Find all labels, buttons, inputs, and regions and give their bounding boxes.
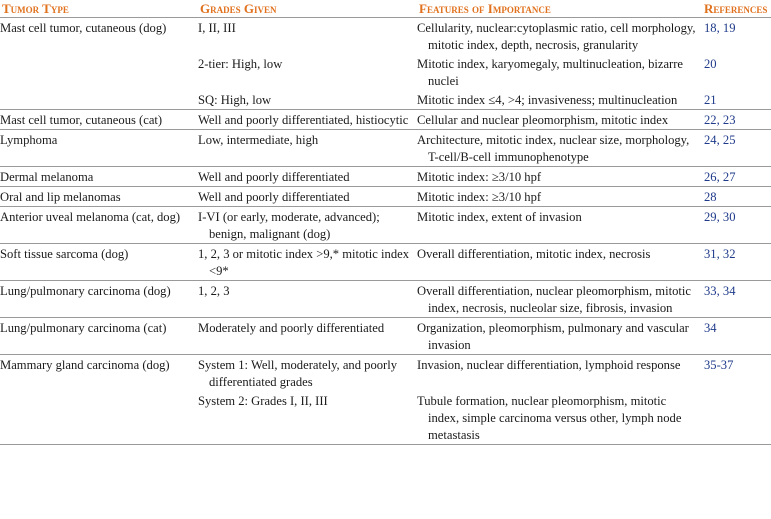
table-row	[0, 391, 771, 445]
table-row	[0, 244, 771, 281]
cell-refs: 28	[702, 187, 771, 207]
cell-refs: 29, 30	[702, 207, 771, 244]
table-row	[0, 318, 771, 355]
cell-tumor: Anterior uveal melanoma (cat, dog)	[0, 207, 198, 244]
cell-grades: System 1: Well, moderately, and poorly differentiated grades	[198, 358, 398, 389]
cell-tumor: Mast cell tumor, cutaneous (dog)	[0, 21, 167, 35]
cell-features: Invasion, nuclear differentiation, lymphoid response	[417, 358, 681, 372]
table-row	[0, 187, 771, 207]
cell-refs: 33, 34	[702, 281, 771, 318]
cell-tumor: Mammary gland carcinoma (dog)	[0, 358, 170, 372]
cell-refs	[702, 391, 771, 445]
cell-tumor	[0, 90, 198, 110]
cell-features: Cellular and nuclear pleomorphism, mitotic index	[417, 110, 702, 130]
cell-features: Cellularity, nuclear:cytoplasmic ratio, cell morphology, mitotic index, depth, necrosis, granularity	[417, 21, 696, 52]
cell-grades: Moderately and poorly differentiated	[198, 318, 417, 355]
cell-features: Mitotic index: ≥3/10 hpf	[417, 167, 702, 187]
cell-grades: I, II, III	[198, 21, 236, 35]
cell-grades: Well and poorly differentiated	[198, 187, 417, 207]
header-tumor-type: Tumor Type	[0, 0, 198, 18]
cell-tumor: Lung/pulmonary carcinoma (cat)	[0, 318, 198, 355]
cell-tumor: Lung/pulmonary carcinoma (dog)	[0, 281, 198, 318]
cell-features: Mitotic index: ≥3/10 hpf	[417, 187, 702, 207]
cell-features: Mitotic index, karyomegaly, multinucleation, bizarre nuclei	[417, 57, 684, 88]
cell-tumor: Oral and lip melanomas	[0, 187, 198, 207]
cell-features: Overall differentiation, mitotic index, necrosis	[417, 244, 702, 281]
cell-refs: 21	[702, 90, 771, 110]
cell-features: Mitotic index, extent of invasion	[417, 207, 702, 244]
table-row	[0, 90, 771, 110]
cell-features: Organization, pleomorphism, pulmonary and vascular invasion	[417, 318, 702, 355]
cell-features: Architecture, mitotic index, nuclear size, morphology, T-cell/B-cell immunophenotype	[417, 130, 702, 167]
table-row	[0, 110, 771, 130]
cell-refs: 24, 25	[702, 130, 771, 167]
cell-grades: Low, intermediate, high	[198, 130, 417, 167]
cell-tumor	[0, 391, 198, 445]
header-grades-given: Grades Given	[198, 0, 417, 18]
table-row	[0, 130, 771, 167]
cell-grades: 1, 2, 3	[198, 281, 417, 318]
table-row	[0, 167, 771, 187]
cell-grades: Well and poorly differentiated	[198, 167, 417, 187]
cell-refs: 31, 32	[702, 244, 771, 281]
header-references: References	[702, 0, 771, 18]
cell-tumor: Mast cell tumor, cutaneous (cat)	[0, 110, 198, 130]
header-features: Features of Importance	[417, 0, 702, 18]
cell-tumor: Dermal melanoma	[0, 167, 198, 187]
cell-refs: 26, 27	[702, 167, 771, 187]
cell-refs: 18, 19	[704, 21, 736, 35]
cell-refs: 20	[704, 57, 717, 71]
table-row	[0, 355, 771, 392]
table-row	[0, 207, 771, 244]
cell-tumor	[0, 54, 198, 90]
cell-grades: 1, 2, 3 or mitotic index >9,* mitotic index <9*	[198, 244, 417, 281]
cell-features: Mitotic index ≤4, >4; invasiveness; multinucleation	[417, 90, 702, 110]
cell-tumor: Lymphoma	[0, 130, 198, 167]
cell-features: Overall differentiation, nuclear pleomorphism, mitotic index, necrosis, nucleolar size, fibrosis, invasion	[417, 281, 702, 318]
table-row	[0, 54, 771, 90]
cell-grades: 2-tier: High, low	[198, 57, 283, 71]
cell-features: Tubule formation, nuclear pleomorphism, mitotic index, simple carcinoma versus other, lymph node metastasis	[417, 391, 702, 445]
table-row	[0, 18, 771, 55]
cell-grades: Well and poorly differentiated, histiocytic	[198, 110, 417, 130]
cell-refs: 34	[702, 318, 771, 355]
table-header-row	[0, 0, 771, 18]
cell-refs: 35-37	[704, 358, 734, 372]
cell-tumor: Soft tissue sarcoma (dog)	[0, 244, 198, 281]
cell-grades: I-VI (or early, moderate, advanced); benign, malignant (dog)	[198, 207, 417, 244]
cell-grades: System 2: Grades I, II, III	[198, 391, 417, 445]
table-row	[0, 281, 771, 318]
cell-refs: 22, 23	[702, 110, 771, 130]
cell-grades: SQ: High, low	[198, 90, 417, 110]
